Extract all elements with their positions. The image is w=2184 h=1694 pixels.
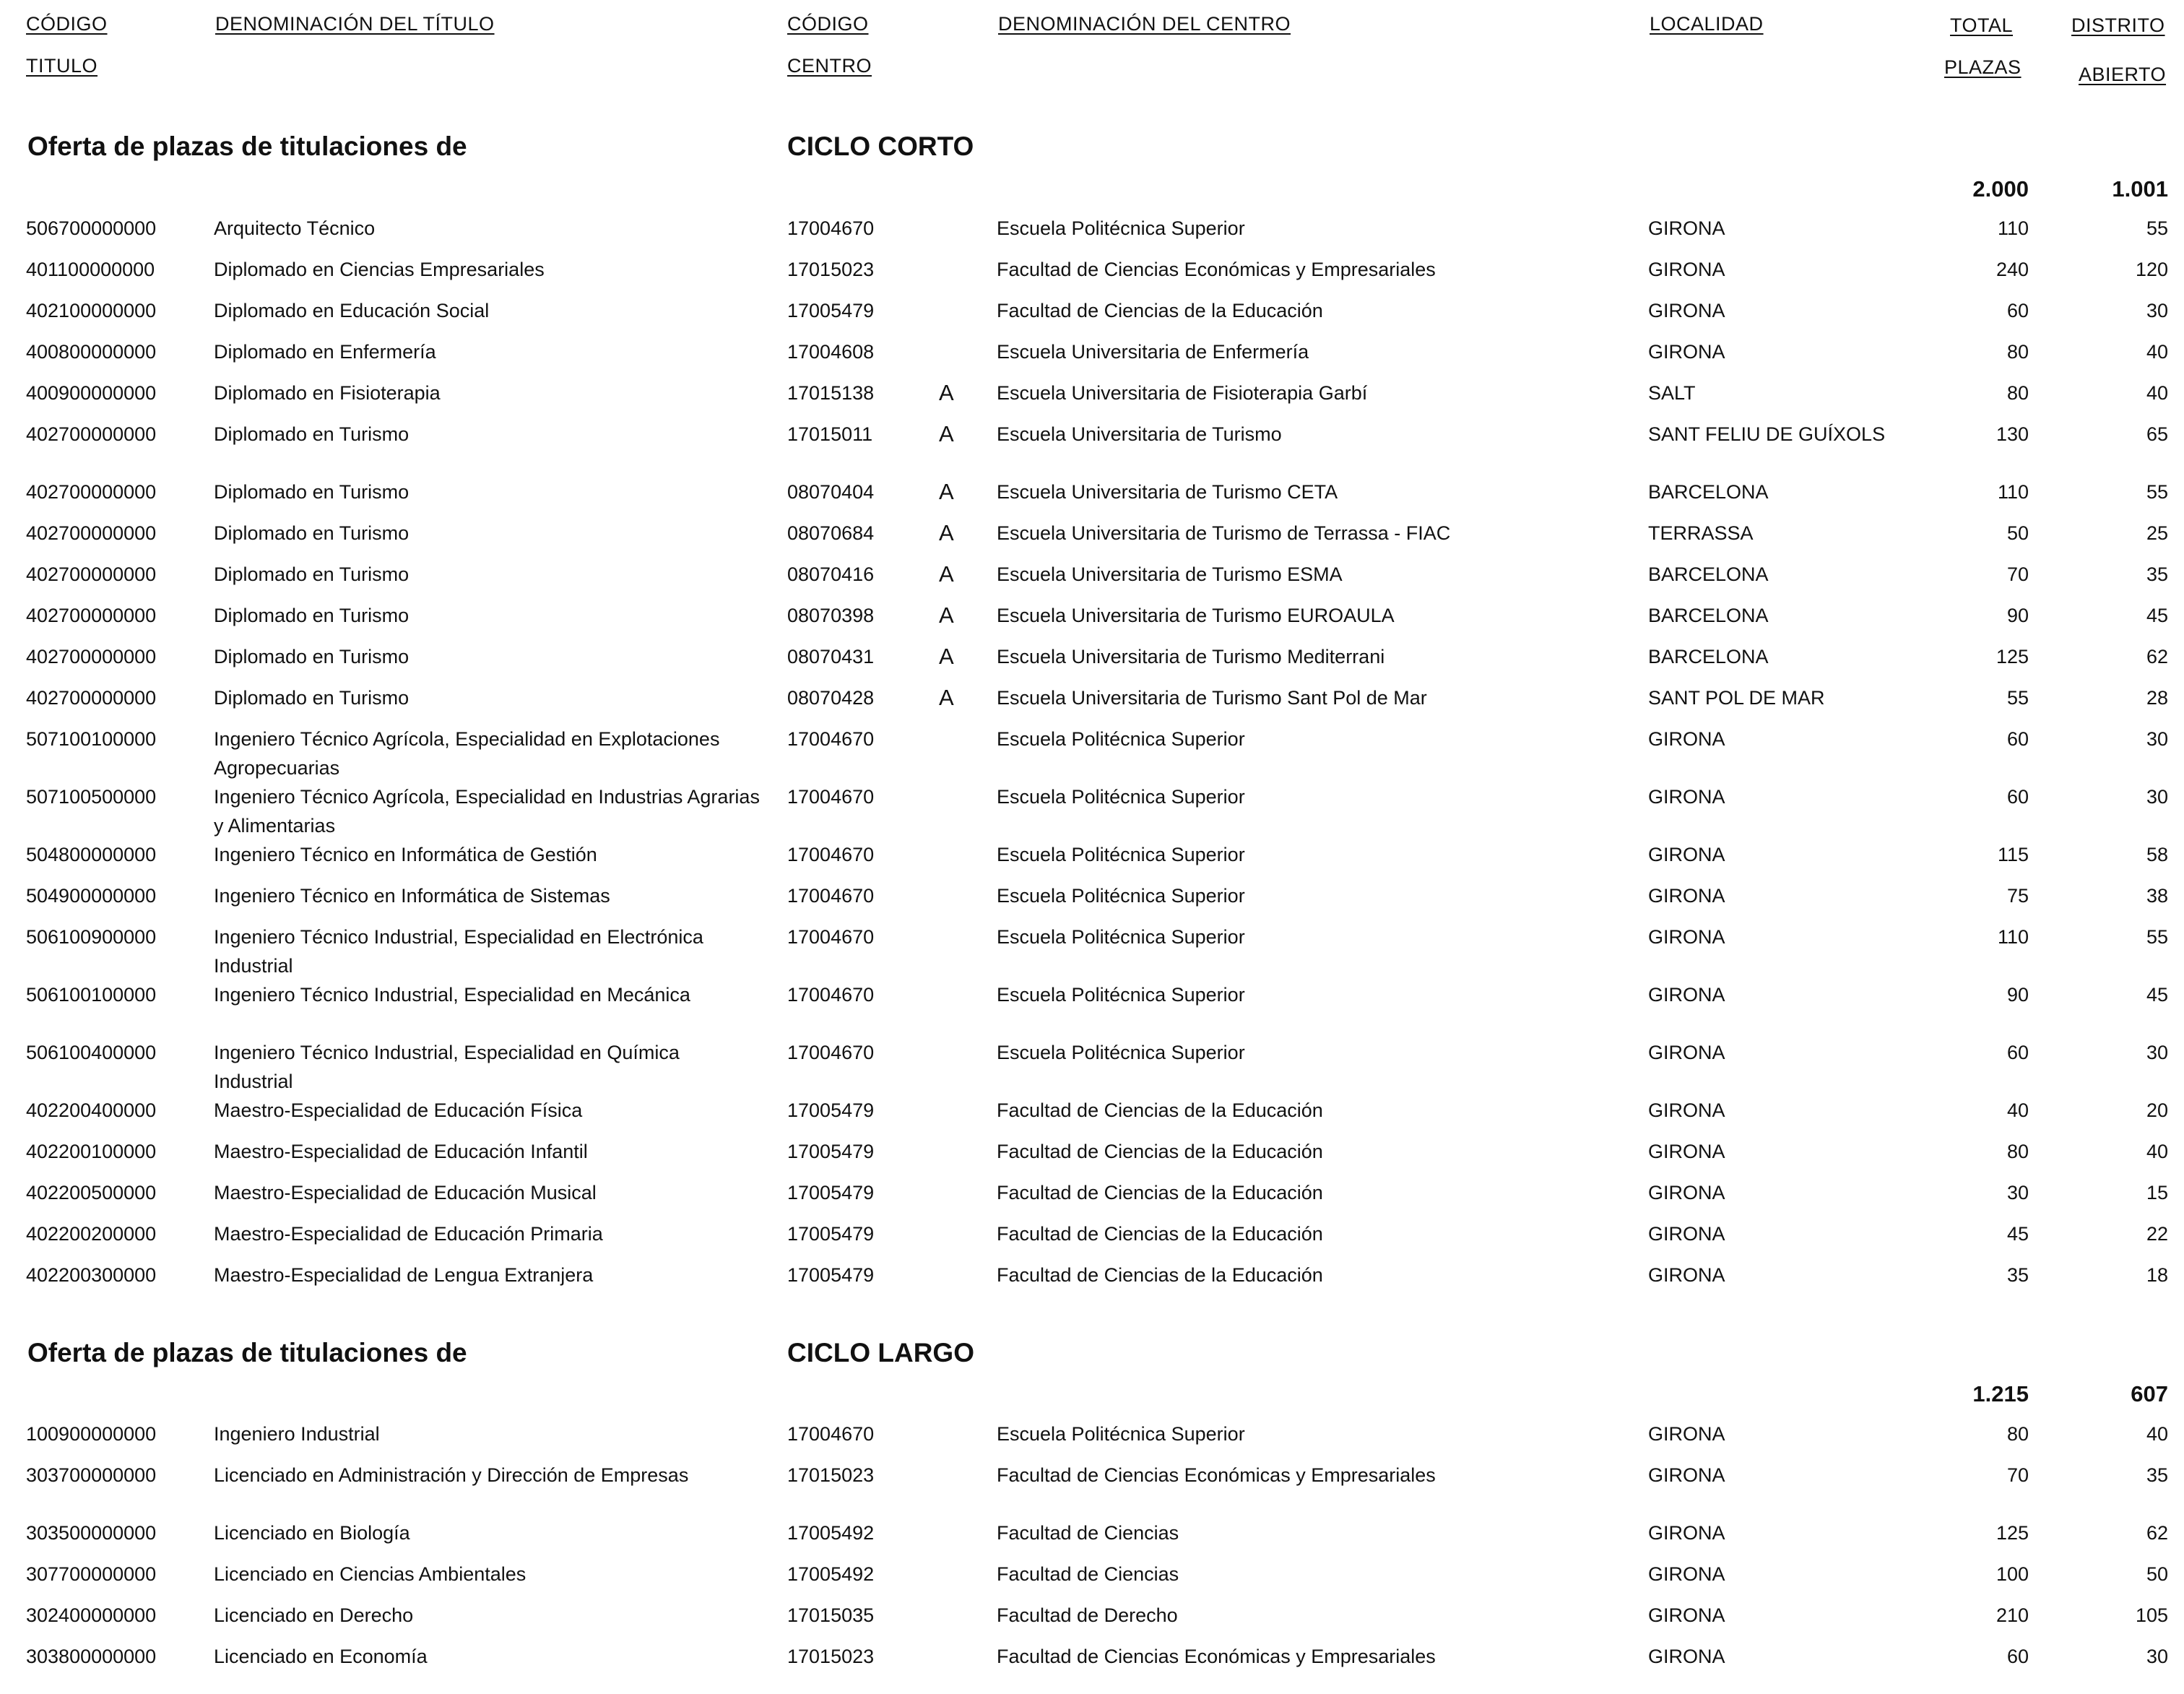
row-localidad: GIRONA — [1648, 300, 1725, 321]
row-center-code: 17004670 — [787, 1423, 875, 1445]
row-distrito-abierto: 40 — [2146, 382, 2168, 404]
row-localidad: GIRONA — [1648, 1223, 1725, 1245]
row-center-name: Escuela Universitaria de Turismo EUROAULA — [997, 605, 1395, 626]
row-title: Maestro-Especialidad de Educación Primaria — [214, 1223, 603, 1245]
row-center-code: 08070431 — [787, 646, 875, 667]
row-title: Diplomado en Educación Social — [214, 300, 490, 321]
row-center-code: 17015023 — [787, 259, 875, 280]
row-center-name: Escuela Politécnica Superior — [997, 885, 1245, 907]
row-distrito-abierto: 35 — [2146, 563, 2168, 585]
row-total-plazas: 125 — [1996, 646, 2029, 667]
row-center-name: Facultad de Ciencias Económicas y Empresariales — [997, 1646, 1436, 1667]
row-code: 303800000000 — [26, 1646, 157, 1667]
row-center-code: 08070416 — [787, 563, 875, 585]
row-total-plazas: 75 — [2006, 885, 2029, 907]
row-distrito-abierto: 30 — [2146, 1042, 2168, 1063]
row-localidad: GIRONA — [1648, 786, 1725, 808]
row-center-name: Facultad de Ciencias — [997, 1522, 1179, 1544]
row-distrito-abierto: 55 — [2146, 481, 2168, 503]
row-total-plazas: 60 — [2006, 1042, 2029, 1063]
row-center-name: Escuela Politécnica Superior — [997, 786, 1245, 808]
row-distrito-abierto: 15 — [2146, 1182, 2168, 1203]
row-total-plazas: 80 — [2006, 382, 2029, 404]
row-center-code: 17004670 — [787, 217, 875, 239]
row-center-code: 17004670 — [787, 728, 875, 750]
row-code: 402200400000 — [26, 1099, 157, 1121]
row-code: 307700000000 — [26, 1563, 157, 1585]
row-distrito-abierto: 35 — [2146, 1464, 2168, 1486]
row-center-name: Escuela Universitaria de Turismo Mediterrani — [997, 646, 1385, 667]
row-title: Licenciado en Ciencias Ambientales — [214, 1563, 526, 1585]
row-total-plazas: 60 — [2006, 1646, 2029, 1667]
row-code: 506100100000 — [26, 984, 157, 1006]
row-total-plazas: 80 — [2006, 1141, 2029, 1162]
row-center-code: 17005479 — [787, 1223, 875, 1245]
header-distrito-2: ABIERTO — [2079, 64, 2167, 85]
row-distrito-abierto: 55 — [2146, 926, 2168, 948]
row-localidad: GIRONA — [1648, 1182, 1725, 1203]
row-center-name: Escuela Politécnica Superior — [997, 217, 1245, 239]
header-localidad: LOCALIDAD — [1650, 13, 1764, 35]
row-total-plazas: 45 — [2006, 1223, 2029, 1245]
row-title: Licenciado en Biología — [214, 1522, 410, 1544]
row-center-code: 17005479 — [787, 1264, 875, 1286]
row-center-code: 08070684 — [787, 522, 875, 544]
row-center-code: 17015011 — [787, 423, 873, 445]
row-localidad: GIRONA — [1648, 1522, 1725, 1544]
row-distrito-abierto: 18 — [2146, 1264, 2168, 1286]
row-distrito-abierto: 40 — [2146, 1423, 2168, 1445]
row-center-code: 17005479 — [787, 1182, 875, 1203]
row-code: 302400000000 — [26, 1604, 157, 1626]
row-center-code: 17005479 — [787, 1141, 875, 1162]
row-center-name: Escuela Universitaria de Turismo CETA — [997, 481, 1338, 503]
row-code: 506700000000 — [26, 217, 157, 239]
row-code: 402700000000 — [26, 563, 157, 585]
row-title: Ingeniero Técnico Agrícola, Especialidad en Industrias Agrarias y Alimentarias — [214, 786, 760, 837]
row-title: Diplomado en Fisioterapia — [214, 382, 441, 404]
row-total-plazas: 100 — [1996, 1563, 2029, 1585]
row-center-code: 17015035 — [787, 1604, 875, 1626]
row-localidad: GIRONA — [1648, 885, 1725, 907]
row-center-name: Facultad de Ciencias Económicas y Empresariales — [997, 259, 1436, 280]
row-localidad: TERRASSA — [1648, 522, 1754, 544]
row-total-plazas: 110 — [1997, 481, 2029, 503]
row-distrito-abierto: 62 — [2146, 1522, 2168, 1544]
row-localidad: SALT — [1648, 382, 1696, 404]
row-distrito-abierto: 55 — [2146, 217, 2168, 239]
row-center-name: Escuela Politécnica Superior — [997, 1423, 1245, 1445]
row-distrito-abierto: 30 — [2146, 728, 2168, 750]
row-code: 402100000000 — [26, 300, 157, 321]
row-localidad: GIRONA — [1648, 341, 1725, 363]
row-center-code: 17004608 — [787, 341, 875, 363]
row-flag: A — [939, 380, 954, 405]
row-total-plazas: 60 — [2006, 786, 2029, 808]
header-codigo-titulo-1: CÓDIGO — [26, 13, 108, 35]
row-center-name: Escuela Universitaria de Turismo Sant Pol de Mar — [997, 687, 1427, 709]
row-code: 506100900000 — [26, 926, 157, 948]
row-localidad: GIRONA — [1648, 1646, 1725, 1667]
row-center-name: Escuela Politécnica Superior — [997, 1042, 1245, 1063]
row-title: Ingeniero Industrial — [214, 1423, 380, 1445]
row-title: Maestro-Especialidad de Educación Física — [214, 1099, 583, 1121]
header-codigo-centro-1: CÓDIGO — [787, 13, 869, 35]
row-code: 402700000000 — [26, 423, 157, 445]
row-flag: A — [939, 602, 954, 628]
row-code: 504800000000 — [26, 844, 157, 865]
row-total-plazas: 40 — [2006, 1099, 2029, 1121]
row-center-code: 17015023 — [787, 1646, 875, 1667]
row-title: Maestro-Especialidad de Educación Infantil — [214, 1141, 588, 1162]
row-total-plazas: 60 — [2006, 300, 2029, 321]
row-center-name: Facultad de Ciencias de la Educación — [997, 1182, 1323, 1203]
row-code: 402200300000 — [26, 1264, 157, 1286]
row-code: 303700000000 — [26, 1464, 157, 1486]
row-localidad: GIRONA — [1648, 1604, 1725, 1626]
row-localidad: GIRONA — [1648, 1099, 1725, 1121]
row-flag: A — [939, 685, 954, 710]
row-center-name: Facultad de Ciencias de la Educación — [997, 1264, 1323, 1286]
row-center-name: Escuela Politécnica Superior — [997, 844, 1245, 865]
header-denominacion-centro: DENOMINACIÓN DEL CENTRO — [998, 13, 1291, 35]
row-title: Diplomado en Enfermería — [214, 341, 436, 363]
row-title: Diplomado en Turismo — [214, 522, 410, 544]
row-total-plazas: 80 — [2006, 1423, 2029, 1445]
row-distrito-abierto: 30 — [2146, 1646, 2168, 1667]
header-codigo-titulo-2: TITULO — [26, 55, 98, 77]
row-localidad: GIRONA — [1648, 1423, 1725, 1445]
row-code: 400800000000 — [26, 341, 157, 363]
row-center-name: Escuela Universitaria de Turismo — [997, 423, 1282, 445]
row-center-name: Escuela Universitaria de Fisioterapia Garbí — [997, 382, 1368, 404]
row-localidad: BARCELONA — [1648, 646, 1769, 667]
row-total-plazas: 70 — [2006, 563, 2029, 585]
row-center-code: 17004670 — [787, 926, 875, 948]
row-distrito-abierto: 45 — [2146, 984, 2168, 1006]
row-code: 400900000000 — [26, 382, 157, 404]
row-distrito-abierto: 22 — [2146, 1223, 2168, 1245]
row-center-code: 17015023 — [787, 1464, 875, 1486]
section-total-largo: 1.215 — [1972, 1381, 2029, 1406]
section-total-corto: 2.000 — [1972, 176, 2029, 202]
row-total-plazas: 30 — [2006, 1182, 2029, 1203]
row-total-plazas: 55 — [2006, 687, 2029, 709]
row-center-code: 17005492 — [787, 1563, 875, 1585]
row-title: Arquitecto Técnico — [214, 217, 376, 239]
row-flag: A — [939, 561, 954, 587]
row-code: 507100500000 — [26, 786, 157, 808]
row-total-plazas: 110 — [1997, 217, 2029, 239]
row-title: Ingeniero Técnico Agrícola, Especialidad en Explotaciones Agropecuarias — [214, 728, 720, 779]
row-title: Diplomado en Turismo — [214, 563, 410, 585]
row-title: Licenciado en Derecho — [214, 1604, 414, 1626]
row-flag: A — [939, 644, 954, 669]
row-title: Licenciado en Economía — [214, 1646, 428, 1667]
row-center-code: 08070398 — [787, 605, 875, 626]
row-center-code: 17004670 — [787, 786, 875, 808]
row-distrito-abierto: 40 — [2146, 341, 2168, 363]
row-center-name: Facultad de Ciencias de la Educación — [997, 1141, 1323, 1162]
row-code: 504900000000 — [26, 885, 157, 907]
row-distrito-abierto: 20 — [2146, 1099, 2168, 1121]
row-localidad: GIRONA — [1648, 259, 1725, 280]
row-localidad: GIRONA — [1648, 728, 1725, 750]
row-distrito-abierto: 28 — [2146, 687, 2168, 709]
row-distrito-abierto: 50 — [2146, 1563, 2168, 1585]
row-title: Licenciado en Administración y Dirección de Empresas — [214, 1464, 689, 1486]
row-title: Diplomado en Turismo — [214, 687, 410, 709]
header-codigo-centro-2: CENTRO — [787, 55, 872, 77]
row-distrito-abierto: 25 — [2146, 522, 2168, 544]
section-label-corto: Oferta de plazas de titulaciones de — [27, 131, 467, 161]
row-distrito-abierto: 105 — [2135, 1604, 2168, 1626]
row-total-plazas: 50 — [2006, 522, 2029, 544]
row-flag: A — [939, 520, 954, 545]
row-code: 402700000000 — [26, 605, 157, 626]
row-code: 100900000000 — [26, 1423, 157, 1445]
row-distrito-abierto: 58 — [2146, 844, 2168, 865]
row-total-plazas: 70 — [2006, 1464, 2029, 1486]
row-center-name: Facultad de Ciencias de la Educación — [997, 1223, 1323, 1245]
row-center-code: 17005479 — [787, 1099, 875, 1121]
row-center-name: Facultad de Ciencias Económicas y Empresariales — [997, 1464, 1436, 1486]
row-code: 303500000000 — [26, 1522, 157, 1544]
row-title: Diplomado en Turismo — [214, 646, 410, 667]
row-code: 402700000000 — [26, 481, 157, 503]
row-title: Ingeniero Técnico en Informática de Gestión — [214, 844, 597, 865]
row-title: Diplomado en Ciencias Empresariales — [214, 259, 545, 280]
row-total-plazas: 90 — [2006, 605, 2029, 626]
row-center-name: Facultad de Ciencias — [997, 1563, 1179, 1585]
row-center-name: Escuela Universitaria de Turismo de Terrassa - FIAC — [997, 522, 1451, 544]
row-title: Ingeniero Técnico en Informática de Sistemas — [214, 885, 610, 907]
row-center-name: Escuela Politécnica Superior — [997, 984, 1245, 1006]
row-center-code: 17015138 — [787, 382, 875, 404]
row-localidad: BARCELONA — [1648, 605, 1769, 626]
row-total-plazas: 240 — [1996, 259, 2029, 280]
row-code: 507100100000 — [26, 728, 157, 750]
row-distrito-abierto: 62 — [2146, 646, 2168, 667]
row-code: 401100000000 — [26, 259, 155, 280]
row-center-code: 17004670 — [787, 984, 875, 1006]
row-distrito-abierto: 45 — [2146, 605, 2168, 626]
row-title: Ingeniero Técnico Industrial, Especialidad en Mecánica — [214, 984, 690, 1006]
row-center-code: 17004670 — [787, 1042, 875, 1063]
row-center-name: Escuela Politécnica Superior — [997, 926, 1245, 948]
row-center-name: Facultad de Derecho — [997, 1604, 1178, 1626]
row-localidad: GIRONA — [1648, 1464, 1725, 1486]
section-distrito-corto: 1.001 — [2112, 176, 2168, 202]
row-flag: A — [939, 479, 954, 504]
row-title: Maestro-Especialidad de Lengua Extranjera — [214, 1264, 594, 1286]
row-title: Diplomado en Turismo — [214, 605, 410, 626]
row-total-plazas: 115 — [1997, 844, 2029, 865]
row-localidad: SANT FELIU DE GUÍXOLS — [1648, 423, 1886, 445]
row-center-code: 08070404 — [787, 481, 875, 503]
row-total-plazas: 60 — [2006, 728, 2029, 750]
row-localidad: BARCELONA — [1648, 563, 1769, 585]
section-distrito-largo: 607 — [2131, 1381, 2168, 1406]
section-label-largo: Oferta de plazas de titulaciones de — [27, 1338, 467, 1367]
row-distrito-abierto: 30 — [2146, 300, 2168, 321]
row-distrito-abierto: 120 — [2135, 259, 2168, 280]
row-distrito-abierto: 30 — [2146, 786, 2168, 808]
row-localidad: GIRONA — [1648, 984, 1725, 1006]
row-title: Diplomado en Turismo — [214, 481, 410, 503]
row-center-name: Facultad de Ciencias de la Educación — [997, 1099, 1323, 1121]
row-center-code: 17005479 — [787, 300, 875, 321]
section-cycle-corto: CICLO CORTO — [787, 131, 974, 161]
row-flag: A — [939, 421, 954, 446]
row-localidad: GIRONA — [1648, 926, 1725, 948]
row-center-code: 17004670 — [787, 844, 875, 865]
row-center-name: Facultad de Ciencias de la Educación — [997, 300, 1323, 321]
row-title: Maestro-Especialidad de Educación Musical — [214, 1182, 597, 1203]
row-localidad: BARCELONA — [1648, 481, 1769, 503]
row-total-plazas: 80 — [2006, 341, 2029, 363]
row-center-name: Escuela Universitaria de Enfermería — [997, 341, 1309, 363]
row-code: 402700000000 — [26, 646, 157, 667]
row-code: 402700000000 — [26, 687, 157, 709]
row-distrito-abierto: 65 — [2146, 423, 2168, 445]
row-center-code: 17005492 — [787, 1522, 875, 1544]
row-code: 402700000000 — [26, 522, 157, 544]
row-localidad: GIRONA — [1648, 1264, 1725, 1286]
row-center-code: 17004670 — [787, 885, 875, 907]
row-localidad: SANT POL DE MAR — [1648, 687, 1825, 709]
row-code: 506100400000 — [26, 1042, 157, 1063]
row-total-plazas: 35 — [2006, 1264, 2029, 1286]
header-distrito-1: DISTRITO — [2071, 14, 2165, 36]
row-total-plazas: 130 — [1996, 423, 2029, 445]
header-total-1: TOTAL — [1950, 14, 2014, 36]
header-total-2: PLAZAS — [1944, 56, 2022, 78]
row-title: Diplomado en Turismo — [214, 423, 410, 445]
row-center-name: Escuela Politécnica Superior — [997, 728, 1245, 750]
row-total-plazas: 110 — [1997, 926, 2029, 948]
section-cycle-largo: CICLO LARGO — [787, 1338, 974, 1367]
row-total-plazas: 210 — [1996, 1604, 2029, 1626]
row-localidad: GIRONA — [1648, 217, 1725, 239]
row-title: Ingeniero Técnico Industrial, Especialidad en Electrónica Industrial — [214, 926, 703, 977]
row-distrito-abierto: 40 — [2146, 1141, 2168, 1162]
row-title: Ingeniero Técnico Industrial, Especialidad en Química Industrial — [214, 1042, 680, 1092]
row-localidad: GIRONA — [1648, 1563, 1725, 1585]
row-total-plazas: 125 — [1996, 1522, 2029, 1544]
row-center-name: Escuela Universitaria de Turismo ESMA — [997, 563, 1343, 585]
row-localidad: GIRONA — [1648, 844, 1725, 865]
row-distrito-abierto: 38 — [2146, 885, 2168, 907]
row-localidad: GIRONA — [1648, 1042, 1725, 1063]
row-total-plazas: 90 — [2006, 984, 2029, 1006]
row-center-code: 08070428 — [787, 687, 875, 709]
row-code: 402200500000 — [26, 1182, 157, 1203]
row-code: 402200200000 — [26, 1223, 157, 1245]
row-localidad: GIRONA — [1648, 1141, 1725, 1162]
row-code: 402200100000 — [26, 1141, 157, 1162]
header-denominacion-titulo: DENOMINACIÓN DEL TÍTULO — [215, 13, 495, 35]
